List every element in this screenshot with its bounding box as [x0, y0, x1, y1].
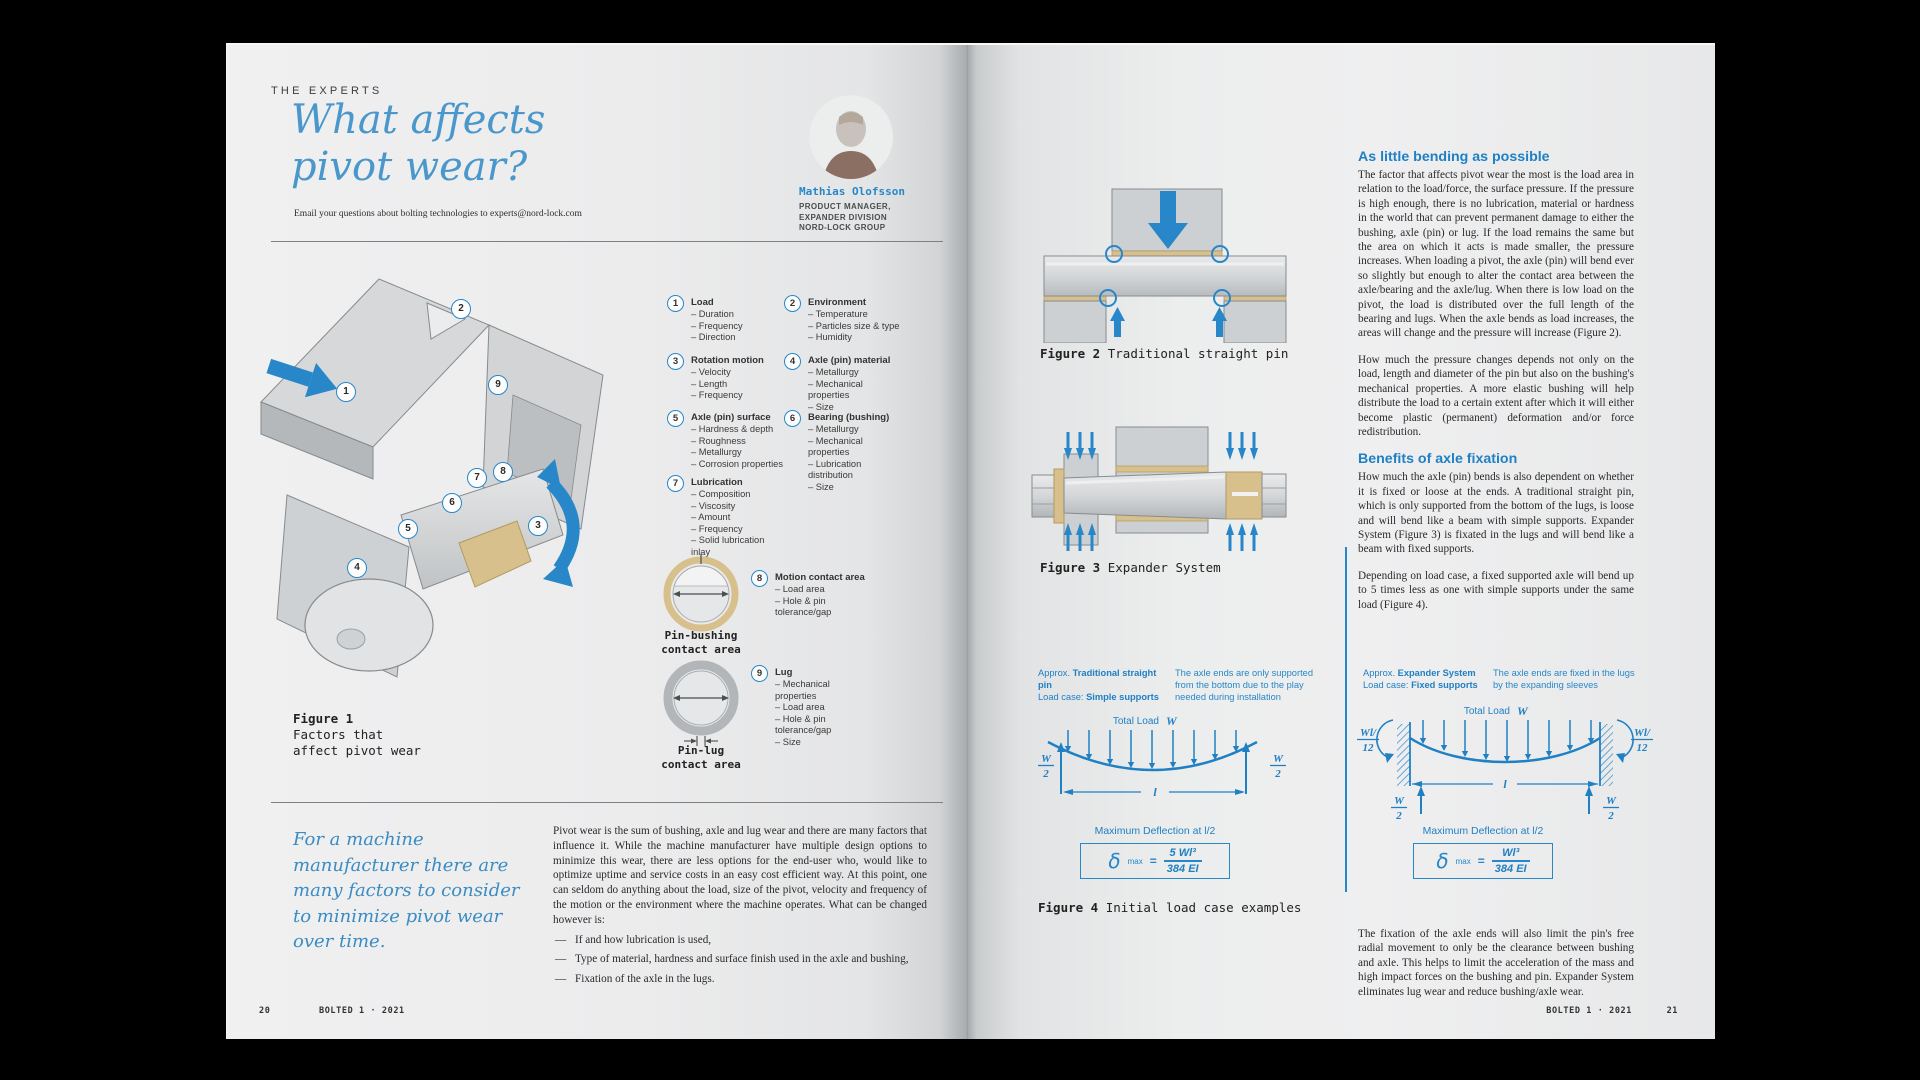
- legend-title: Rotation motion: [691, 355, 764, 366]
- legend-points: [691, 367, 785, 402]
- figure1-caption-line2: affect pivot wear: [293, 743, 421, 758]
- legend-point: – Humidity: [808, 332, 852, 343]
- legend-point: – Metallurgy: [808, 367, 859, 377]
- author-role-line2: EXPANDER DIVISION: [799, 212, 887, 222]
- load-symbol: W: [1166, 714, 1177, 728]
- reaction-2: 2: [1396, 810, 1402, 822]
- bullet-text: Fixation of the axle in the lugs.: [575, 973, 715, 986]
- legend-num: 9: [751, 665, 768, 682]
- equals-sign: =: [1149, 854, 1157, 868]
- formula-numerator: 5 Wl³: [1169, 847, 1196, 860]
- figure3-illustration: [1030, 420, 1300, 555]
- callout-4: 4: [347, 558, 367, 578]
- page-left: [226, 43, 969, 1039]
- legend-num: 5: [667, 410, 684, 427]
- para-5: The fixation of the axle ends will also limit the pin's free radial movement to only be the clearance between bushing and axle. This helps to limit the acceleration of the mass and high impact forces on the bushing and pin. Expander System eliminates lug wear and reduce bushing/axle wear.: [1358, 928, 1634, 998]
- para-1: The factor that affects pivot wear the most is the load area in relation to the load/force, the surface pressure. If the pressure is high enough, there is no lubrication, material or hardness in the world that can prevent permanent damage to either the bushing, axle (pin) or lug. If the load remains the same but the area on which it acts is made smaller, the pressure increases. When loading a pivot, the axle (pin) will bend ever so slightly but enough to alter the contact area between the axle/bearing and the axle/lug. When there is low load on the pivot, the load is distributed over the full length of the bearing and lugs. When the axle bends as load increases, the areas will change and the pressure will increase (Figure 2).: [1358, 169, 1634, 340]
- legend-point: – Frequency: [691, 390, 743, 401]
- legend-point: – Mechanical properties: [775, 679, 830, 701]
- nut: [1262, 474, 1286, 517]
- legend-title: Environment: [808, 297, 867, 308]
- callout-8: 8: [493, 462, 513, 482]
- legend-item-bearing-bushing: [784, 412, 902, 494]
- figure4-caption: [1038, 900, 1301, 916]
- section-eyebrow: THE EXPERTS: [271, 85, 383, 97]
- legend-point: – Size: [808, 481, 834, 492]
- para-3: How much the axle (pin) bends is also dependent on whether it is fixed or loose at the ends. A traditional straight pin, which is only supported from the bottom of the lugs, is loose and will bend like a beam with simple supports. Expander System (Figure 3) is fixated in the lugs and will bend like a beam with fixed supports.: [1358, 471, 1634, 556]
- loadcase-prefix: Load case:: [1038, 692, 1087, 702]
- delta-symbol: δ: [1108, 849, 1121, 873]
- legend-point: – Length: [691, 378, 728, 389]
- legend-point: – Frequency: [691, 320, 743, 331]
- article-column: [1358, 149, 1634, 624]
- moment-numerator: Wl/: [1360, 727, 1376, 739]
- article-title-line1: What affects: [291, 97, 546, 143]
- legend-item-axle-material: [784, 355, 902, 413]
- equals-sign: =: [1477, 854, 1485, 868]
- legend-title: Lubrication: [691, 477, 743, 488]
- legend-points: [808, 367, 902, 413]
- legend-point: – Duration: [691, 309, 734, 319]
- loadcase-left-note: The axle ends are only supported from the bottom due to the play needed during installation: [1175, 668, 1313, 702]
- load-symbol: W: [1517, 704, 1528, 718]
- heading-bending: As little bending as possible: [1358, 149, 1550, 165]
- moment-numerator: Wl/: [1634, 727, 1650, 739]
- delta-sub: max: [1127, 856, 1143, 866]
- figure2-illustration: [1030, 185, 1300, 343]
- legend-point: – Frequency: [691, 523, 743, 534]
- formula-denominator: 384 EI: [1494, 862, 1527, 875]
- length-symbol: l: [1503, 777, 1507, 791]
- legend-point: – Metallurgy: [808, 424, 859, 434]
- deflection-note-left: Maximum Deflection at l/2: [1094, 825, 1216, 837]
- callout-6: 6: [442, 493, 462, 513]
- figure1-caption-line1: Factors that: [293, 727, 384, 742]
- delta-symbol: δ: [1436, 849, 1449, 873]
- legend-point: – Size: [775, 736, 801, 747]
- magazine-name-right: BOLTED 1 · 2021: [1546, 1006, 1632, 1016]
- callout-1: 1: [336, 382, 356, 402]
- fixed-support-beam-diagram: [1355, 700, 1655, 822]
- legend-point: – Temperature: [808, 309, 868, 319]
- article-title-line2: pivot wear?: [291, 144, 528, 190]
- column-divider: [1345, 547, 1347, 892]
- author-role: [799, 202, 891, 234]
- legend-item-lubrication: [667, 477, 785, 559]
- callout-7: 7: [467, 468, 487, 488]
- legend-point: – Size: [808, 401, 834, 412]
- magazine-spread: [226, 43, 1715, 1037]
- page-number-right: 21: [1666, 1006, 1678, 1016]
- reaction-2: 2: [1043, 768, 1049, 780]
- reaction-2: 2: [1608, 810, 1614, 822]
- loadcase-name: Simple supports: [1086, 692, 1159, 702]
- loadcase-left-header: [1038, 667, 1163, 703]
- total-load-label: Total Load: [1463, 706, 1510, 717]
- straight-pin: [1044, 256, 1286, 296]
- page-right: [968, 43, 1715, 1039]
- divider-top: [271, 241, 943, 242]
- legend-points: [808, 309, 902, 344]
- figure4-label: Figure 4: [1038, 900, 1099, 915]
- legend-num: 4: [784, 353, 801, 370]
- legend-num: 6: [784, 410, 801, 427]
- author-photo: [809, 95, 893, 179]
- legend-item-lug: [751, 667, 869, 749]
- legend-title: Bearing (bushing): [808, 412, 890, 423]
- moment-denominator: 12: [1362, 742, 1374, 754]
- intro-paragraph: Pivot wear is the sum of bushing, axle and lug wear and there are many factors that influence it. While the machine manufacturer have multiple design options to minimize this wear, there are less options for the end-user who, would like to optimize uptime and service costs in an easy cost efficient way. At this point, one can seldom do anything about the load, size of the pivot, velocity and frequency of the motion or the environment where the machine operates. What can be changed however is:: [553, 825, 927, 926]
- legend-num: 7: [667, 475, 684, 492]
- callout-5: 5: [398, 519, 418, 539]
- legend-point: – Hardness & depth: [691, 424, 774, 434]
- pin-bushing-caption-line2: contact area: [661, 643, 741, 656]
- intro-bullet-2: [553, 952, 927, 967]
- intro-bullet-3: [553, 972, 927, 987]
- pin-lug-caption-line1: Pin-lug: [677, 744, 725, 757]
- formula-numerator: Wl³: [1502, 847, 1520, 860]
- reaction-arrows: [1110, 307, 1227, 337]
- legend-point: – Velocity: [691, 367, 731, 377]
- legend-point: – Roughness: [691, 435, 746, 446]
- callout-3: 3: [528, 516, 548, 536]
- approx-name: Traditional straight pin: [1038, 668, 1157, 690]
- author-photo-silhouette: [809, 95, 893, 179]
- legend-title: Motion contact area: [775, 572, 865, 583]
- legend-point: – Lubrication distribution: [808, 458, 862, 481]
- legend-point: – Hole & pin tolerance/gap: [775, 595, 832, 618]
- author-role-line1: PRODUCT MANAGER,: [799, 202, 891, 211]
- legend-points: [775, 584, 869, 619]
- legend-title: Axle (pin) surface: [691, 412, 771, 423]
- legend-point: – Mechanical properties: [808, 435, 863, 458]
- loadcase-name: Fixed supports: [1411, 680, 1478, 690]
- intro-text: [553, 824, 927, 987]
- simple-support-beam-diagram: [1035, 700, 1335, 805]
- figure2-caption: [1040, 346, 1288, 362]
- legend-item-environment: [784, 297, 902, 344]
- formula-denominator: 384 EI: [1166, 862, 1199, 875]
- loadcase-right-header: [1363, 667, 1483, 691]
- reaction-w: W: [1394, 795, 1404, 807]
- heading-axle-fixation: Benefits of axle fixation: [1358, 451, 1518, 468]
- callout-9: 9: [488, 375, 508, 395]
- legend-points: [775, 679, 869, 749]
- pin-bushing-caption: [636, 629, 766, 657]
- legend-point: – Viscosity: [691, 500, 736, 511]
- formula-right: [1413, 838, 1553, 879]
- page-number-left: 20: [259, 1006, 271, 1016]
- loadcase-prefix: Load case:: [1363, 680, 1412, 690]
- legend-title: Axle (pin) material: [808, 355, 891, 366]
- article-title: [291, 97, 621, 191]
- bullet-dash: —: [555, 933, 567, 946]
- legend-num: 8: [751, 570, 768, 587]
- bullet-dash: —: [555, 973, 567, 986]
- legend-point: – Load area: [775, 702, 825, 713]
- legend-num: 3: [667, 353, 684, 370]
- delta-sub: max: [1455, 856, 1471, 866]
- legend-title: Lug: [775, 667, 793, 678]
- legend-item-axle-surface: [667, 412, 785, 470]
- figure3-label: Figure 3: [1040, 560, 1101, 575]
- reaction-w: W: [1273, 753, 1283, 765]
- figure1-caption: [293, 711, 421, 759]
- legend-point: – Solid lubrication inlay: [691, 535, 765, 557]
- callout-2: 2: [451, 299, 471, 319]
- para-2: How much the pressure changes depends not only on the load, length and diameter of the pin but also on the bushing's mechanical properties. A more elastic bushing will help distribute the load to a certain extent after which it will either become plastic (permanent) deformation and/or force redistribution.: [1358, 353, 1634, 438]
- legend-item-motion-contact-area: [751, 572, 869, 619]
- approx-prefix: Approx.: [1363, 668, 1398, 678]
- bullet-text: Type of material, hardness and surface finish used in the axle and bushing,: [575, 953, 909, 966]
- legend-title: Load: [691, 297, 714, 308]
- closing-paragraph: [1358, 927, 1634, 999]
- pin-lug-caption: [636, 744, 766, 772]
- side-lug-left: [1044, 301, 1106, 343]
- legend-point: – Load area: [775, 584, 825, 594]
- total-load-label: Total Load: [1112, 716, 1159, 727]
- reaction-w: W: [1041, 753, 1051, 765]
- legend-point: – Corrosion properties: [691, 458, 783, 469]
- bullet-dash: —: [555, 953, 567, 966]
- figure3-caption: [1040, 560, 1221, 576]
- pull-quote: For a machine manufacturer there are many factors to consider to minimize pivot wear over time.: [293, 829, 520, 952]
- fraction-bar: [1164, 860, 1202, 862]
- legend-point: – Composition: [691, 489, 751, 499]
- figure3-caption-text: Expander System: [1107, 560, 1221, 575]
- legend-num: 2: [784, 295, 801, 312]
- magazine-name-left: BOLTED 1 · 2021: [319, 1006, 405, 1016]
- divider-bottom: [271, 802, 943, 803]
- reaction-w: W: [1606, 795, 1616, 807]
- legend-points: [691, 489, 785, 559]
- legend-points: [691, 309, 785, 344]
- legend-point: – Mechanical properties: [808, 378, 863, 401]
- deflection-note-right: Maximum Deflection at l/2: [1422, 825, 1544, 837]
- figure2-caption-text: Traditional straight pin: [1107, 346, 1289, 361]
- author-name: Mathias Olofsson: [799, 185, 905, 198]
- para-4: Depending on load case, a fixed supported axle will bend up to 5 times less as one with simple supports under the same load (Figure 4).: [1358, 569, 1634, 611]
- formula-left: [1080, 838, 1230, 879]
- legend-point: – Amount: [691, 512, 731, 523]
- figure4-caption-text: Initial load case examples: [1105, 900, 1302, 915]
- reaction-2: 2: [1275, 768, 1281, 780]
- legend-point: – Hole & pin tolerance/gap: [775, 713, 832, 736]
- legend-num: 1: [667, 295, 684, 312]
- legend-points: [808, 424, 902, 494]
- pin-lug-caption-line2: contact area: [661, 758, 741, 771]
- approx-name: Expander System: [1397, 668, 1476, 678]
- legend-item-load: [667, 297, 785, 344]
- moment-denominator: 12: [1636, 742, 1648, 754]
- email-note: Email your questions about bolting technologies to experts@nord-lock.com: [294, 209, 582, 219]
- intro-bullet-1: [553, 933, 927, 948]
- loadcase-right-note: The axle ends are fixed in the lugs by the expanding sleeves: [1493, 668, 1635, 690]
- author-role-line3: NORD-LOCK GROUP: [799, 223, 886, 232]
- bullet-text: If and how lubrication is used,: [575, 933, 712, 946]
- legend-item-rotation-motion: [667, 355, 785, 402]
- bolt-head: [1032, 475, 1054, 517]
- approx-prefix: Approx.: [1038, 668, 1073, 678]
- figure2-label: Figure 2: [1040, 346, 1101, 361]
- length-symbol: l: [1153, 785, 1157, 799]
- legend-point: – Particles size & type: [808, 320, 900, 331]
- side-lug-right: [1224, 301, 1286, 343]
- fraction-bar: [1492, 860, 1530, 862]
- legend-point: – Metallurgy: [691, 447, 742, 458]
- pin-lug-diagram: [656, 656, 746, 748]
- legend-point: – Direction: [691, 332, 736, 343]
- washer: [1054, 469, 1064, 523]
- figure1-label: Figure 1: [293, 711, 354, 726]
- legend-points: [691, 424, 785, 470]
- pin-bushing-caption-line1: Pin-bushing: [664, 629, 738, 642]
